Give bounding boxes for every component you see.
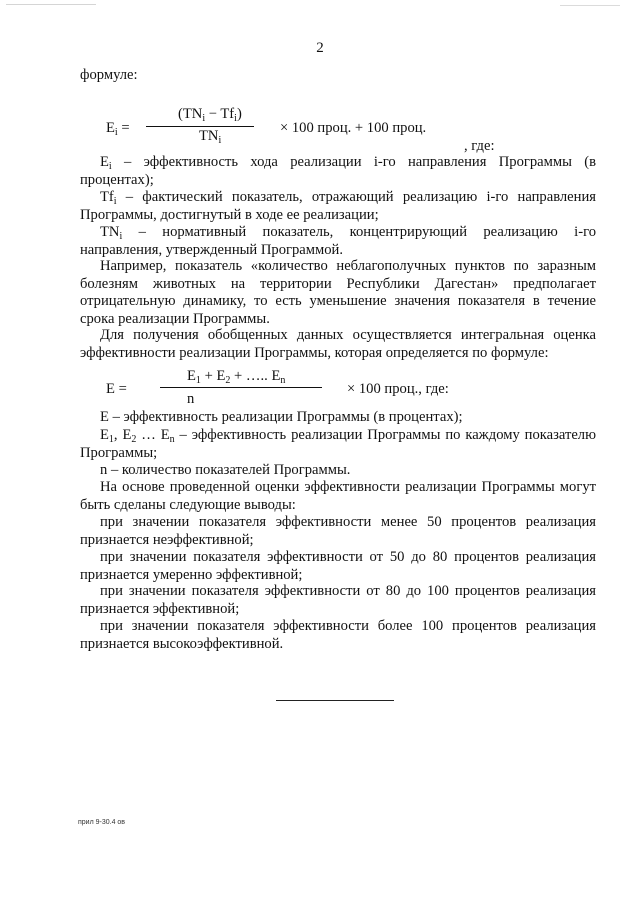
formula2-rhs: × 100 проц., где: xyxy=(347,381,449,397)
def-tni: $TN_i$ – нормативный показатель, концентрирующий реализацию i-го направления, утвержденный Программой. xyxy=(80,224,596,258)
conclusion-50-80: при значении показателя эффективности от 50 до 80 процентов реализация признается умеренно эффективной; xyxy=(80,549,596,583)
intro-text: формуле: xyxy=(80,67,138,83)
formula2-denominator: n xyxy=(187,391,195,407)
conclusion-under-50: при значении показателя эффективности менее 50 процентов реализация признается неэффективной; xyxy=(80,514,596,548)
formula2-fraction-bar xyxy=(160,387,322,388)
formula1-fraction-bar xyxy=(146,126,254,127)
integral-paragraph: Для получения обобщенных данных осуществляется интегральная оценка эффективности реализации Программы, которая определяется по формуле: xyxy=(80,327,596,361)
formula1-numerator: $(TN_i - Tf_i)$ xyxy=(178,106,242,124)
page-number: 2 xyxy=(316,40,324,56)
formula1-denominator: $TN_i$ xyxy=(199,128,222,146)
formula1-rhs: × 100 проц. + 100 проц. xyxy=(280,120,427,136)
example-paragraph: Например, показатель «количество неблагополучных пунктов по заразным болезням животных на территории Республики Дагестан» предполагает отрицательную динамику, то есть уменьшение значения показателя в течение срока реализации Программы. xyxy=(80,258,596,327)
def-e1-en: $E_1$, $E_2$ … $E_n$ – эффективность реализации Программы по каждому показателю Программы; xyxy=(80,427,596,461)
def-n: n – количество показателей Программы. xyxy=(100,462,351,478)
conclusion-80-100: при значении показателя эффективности от 80 до 100 процентов реализация признается эффективной; xyxy=(80,583,596,617)
def-ei: $E_i$ – эффективность хода реализации i-го направления Программы (в процентах); xyxy=(80,154,596,188)
def-tfi: $Tf_i$ – фактический показатель, отражающий реализацию i-го направления Программы, достигнутый в ходе ее реализации; xyxy=(80,189,596,223)
scan-artifact xyxy=(6,4,96,5)
document-page: 2 формуле: $E_i$ = $(TN_i - Tf_i)$ $TN_i$ × 100 проц. + 100 проц. , где: $E_i$ – эффективность хода реализации i-го направления Программы (в процентах); $Tf_i$ – фактический показатель, отражающий реализацию i-го направления Программы, достигнутый в ходе ее реализации; $TN_i$ – нормативный показатель, концентрирующий реализацию i-го направления, утвержденный Программой. Например, показатель «количество неблагополучных пунктов по заразным болезням животных на территории Республики Дагестан» предполагает отрицательную динамику, то есть уменьшение значения показателя в течение срока реализации Программы. Для получения обобщенных данных осуществляется интегральная оценка эффективности реализации Программы, которая определяется по формуле: E = $E_1 + E_2$ + ….. $E_n$ n × 100 проц., где: E – эффективность реализации Программы (в процентах); $E_1$, $E_2$ … $E_n$ – эффективность реализации Программы по каждому показателю Программы; n – количество показателей Программы. На основе проведенной оценки эффективности реализации Программы могут быть сделаны следующие выводы: при значении показателя эффективности менее 50 процентов реализация признается неэффективной; при значении показателя эффективности от 50 до 80 процентов реализация признается умеренно эффективной; при значении показателя эффективности от 80 до 100 процентов реализация признается эффективной; при значении показателя эффективности более 100 процентов реализация признается высокоэффективной. прил 9-30.4 ов xyxy=(0,0,640,905)
footer-code: прил 9-30.4 ов xyxy=(78,819,126,826)
conclusions-intro: На основе проведенной оценки эффективности реализации Программы могут быть сделаны следующие выводы: xyxy=(80,479,596,513)
end-divider xyxy=(276,700,394,701)
scan-artifact xyxy=(560,5,620,6)
formula2-lhs: E = xyxy=(106,381,127,397)
conclusion-over-100: при значении показателя эффективности более 100 процентов реализация признается высокоэффективной. xyxy=(80,618,596,652)
formula1-lhs: E xyxy=(106,120,115,136)
formula2-numerator: $E_1 + E_2$ + ….. $E_n$ xyxy=(187,368,286,386)
def-e: E – эффективность реализации Программы (в процентах); xyxy=(100,409,463,425)
formula1-where: , где: xyxy=(464,138,495,154)
